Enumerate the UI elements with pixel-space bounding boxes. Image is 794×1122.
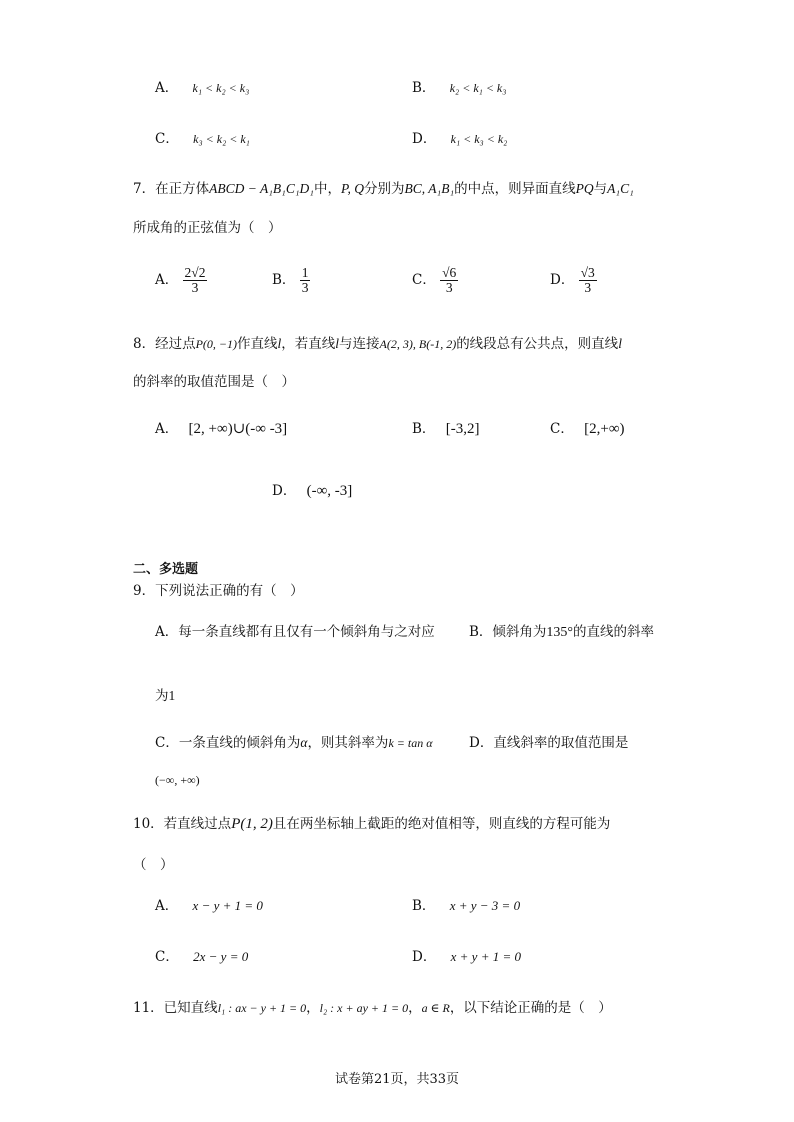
q10-stem-line2: （ ） <box>133 857 174 873</box>
option-label: B． <box>412 898 436 914</box>
math-expression: l <box>277 336 282 351</box>
q8-option-c <box>550 420 625 438</box>
text: C．一条直线的倾斜角为 <box>155 735 301 751</box>
text: ， <box>306 1000 320 1016</box>
math-expression: P, Q <box>340 181 364 196</box>
math-expression: α <box>300 735 308 750</box>
text: 的线段总有公共点，则直线 <box>456 336 619 352</box>
option-expression: 2x − y = 0 <box>193 949 249 964</box>
text: ，则其斜率为 <box>307 735 389 751</box>
math-expression: 135° <box>546 625 574 640</box>
q8-stem-line2: 的斜率的取值范围是（ ） <box>133 374 295 390</box>
fraction <box>579 266 597 295</box>
math-expression: P(1, 2) <box>231 816 273 832</box>
q8-option-b <box>412 420 479 438</box>
q9-option-d-continued: (−∞, +∞) <box>155 773 200 787</box>
text: 7．在正方体 <box>133 181 210 197</box>
option-label: A． <box>155 272 179 289</box>
text: 10．若直线过点 <box>133 816 232 832</box>
q6-option-d <box>412 131 507 147</box>
q7-stem-line1 <box>133 181 634 197</box>
q10-option-a <box>155 898 263 914</box>
option-label: B． <box>412 421 436 437</box>
text: B．倾斜角为 <box>469 624 547 640</box>
q9-stem: 9．下列说法正确的有（ ） <box>133 583 304 599</box>
text: ， <box>408 1000 422 1016</box>
option-expression: x + y + 1 = 0 <box>450 949 521 964</box>
q9-option-b <box>469 624 654 642</box>
numerator: 2√2 <box>184 265 206 280</box>
math-expression: P(0, −1) <box>195 337 238 351</box>
math-expression: BC, A₁B₁ <box>404 181 455 196</box>
option-label: A． <box>155 80 179 96</box>
q6-option-a <box>155 80 249 96</box>
text: ，若直线 <box>281 336 336 352</box>
option-expression: k₂ < k₁ < k₃ <box>449 81 507 95</box>
math-expression: A(2, 3), B(-1, 2) <box>379 337 457 351</box>
q11-stem <box>133 1000 612 1016</box>
option-expression: k₃ < k₂ < k₁ <box>193 132 250 146</box>
q7-option-b <box>272 266 310 295</box>
math-expression: l <box>335 336 340 351</box>
option-expression: [2,+∞) <box>584 421 625 437</box>
denominator: 3 <box>191 280 199 296</box>
text: 的中点，则异面直线 <box>454 181 576 197</box>
numerator: √3 <box>580 265 595 280</box>
option-label: A． <box>155 421 179 437</box>
text: 与连接 <box>339 336 380 352</box>
option-expression: k₁ < k₂ < k₃ <box>192 81 250 95</box>
option-expression: x + y − 3 = 0 <box>449 898 521 913</box>
math-expression: A₁C₁ <box>607 181 634 196</box>
fraction <box>183 266 208 295</box>
math-expression: l <box>618 336 622 351</box>
q6-option-c <box>155 131 250 147</box>
q9-option-c <box>155 735 433 751</box>
denominator: 3 <box>301 280 309 296</box>
q8-option-a <box>155 420 287 438</box>
text: ，以下结论正确的是（ ） <box>449 1000 612 1016</box>
option-label: C． <box>155 949 179 965</box>
text: 作直线 <box>237 336 278 352</box>
option-label: D． <box>272 483 297 499</box>
q7-option-c <box>412 266 458 295</box>
q10-option-b <box>412 898 520 914</box>
option-label: B． <box>272 272 296 289</box>
option-expression: (-∞, -3] <box>306 483 353 499</box>
math-expression: l₂ : x + ay + 1 = 0 <box>319 1001 409 1015</box>
q8-option-d <box>272 482 352 500</box>
q9-option-b-continued <box>155 688 175 704</box>
option-label: D． <box>412 131 437 147</box>
text: 8．经过点 <box>133 336 196 352</box>
option-label: D． <box>412 949 437 965</box>
q10-option-d <box>412 949 521 965</box>
denominator: 3 <box>584 280 592 296</box>
q9-option-a: A．每一条直线都有且仅有一个倾斜角与之对应 <box>155 624 435 640</box>
math-expression: k = tan α <box>388 736 433 750</box>
math-expression: 1 <box>168 688 176 703</box>
text: 11．已知直线 <box>133 1000 218 1016</box>
text: 为 <box>155 688 169 704</box>
fraction <box>300 266 311 295</box>
math-expression: PQ <box>575 181 594 196</box>
denominator: 3 <box>445 280 453 296</box>
option-label: C． <box>155 131 179 147</box>
q10-option-c <box>155 949 248 965</box>
math-expression: l₁ : ax − y + 1 = 0 <box>217 1001 307 1015</box>
math-expression: ABCD − A₁B₁C₁D₁ <box>209 181 314 196</box>
text: 中， <box>313 181 341 197</box>
page-footer: 试卷第21页，共33页 <box>334 1072 460 1087</box>
fraction <box>440 266 458 295</box>
option-label: B． <box>412 80 436 96</box>
text: 且在两坐标轴上截距的绝对值相等，则直线的方程可能为 <box>272 816 611 832</box>
option-expression: [2, +∞)∪(-∞ -3] <box>188 421 288 437</box>
q7-stem-line2: 所成角的正弦值为（ ） <box>133 220 282 236</box>
q10-stem-line1 <box>133 815 610 833</box>
q8-stem-line1 <box>133 336 622 352</box>
option-label: C． <box>412 272 436 289</box>
q9-option-d: D．直线斜率的取值范围是 <box>469 735 629 751</box>
numerator: 1 <box>301 265 309 280</box>
option-label: D． <box>550 272 575 289</box>
q7-option-a <box>155 266 207 295</box>
text: 与 <box>593 181 608 197</box>
text: 的直线的斜率 <box>573 624 655 640</box>
math-expression: a ∈ R <box>421 1001 450 1015</box>
option-expression: x − y + 1 = 0 <box>192 898 263 913</box>
option-expression: [-3,2] <box>445 421 480 437</box>
option-expression: k₁ < k₃ < k₂ <box>450 132 508 146</box>
q7-option-d <box>550 266 597 295</box>
section-title: 二、多选题 <box>133 562 199 577</box>
numerator: √6 <box>442 265 457 280</box>
option-label: C． <box>550 421 574 437</box>
text: 分别为 <box>364 181 405 197</box>
option-label: A． <box>155 898 179 914</box>
q6-option-b <box>412 80 506 96</box>
